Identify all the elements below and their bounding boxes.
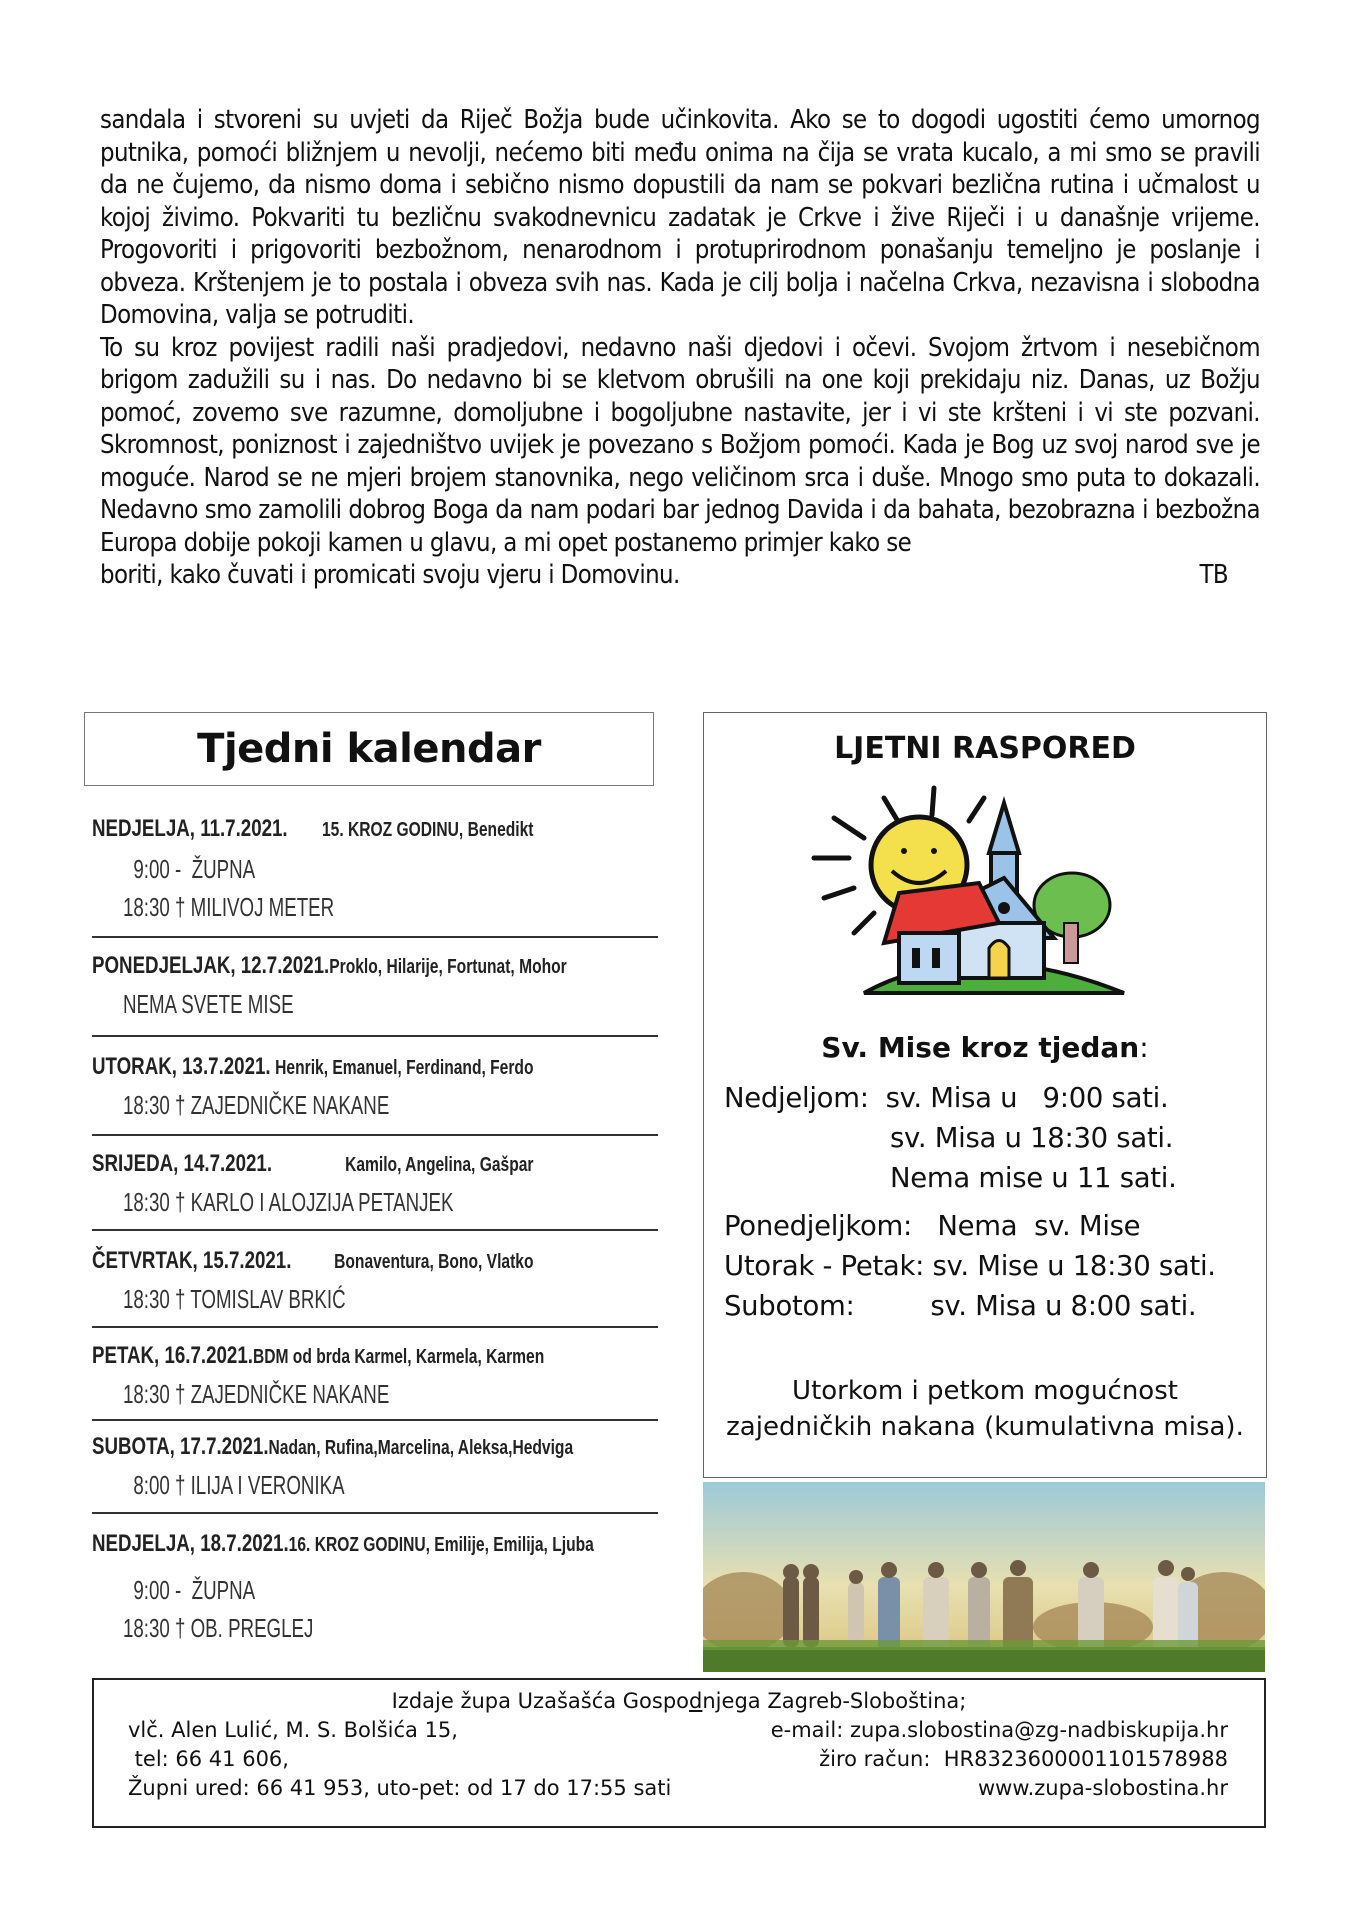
parish-address: vlč. Alen Lulić, M. S. Bolšića 15, bbox=[128, 1718, 458, 1742]
parish-office-hours: Župni ured: 66 41 953, uto-pet: od 17 do 17:55 sati bbox=[128, 1776, 672, 1800]
mass-entry: 18:30 † ZAJEDNIČKE NAKANE bbox=[122, 1090, 390, 1120]
schedule-row bbox=[724, 1286, 1216, 1326]
calendar-day bbox=[92, 1231, 658, 1328]
calendar-day bbox=[92, 1136, 658, 1231]
schedule-row bbox=[724, 1206, 1216, 1246]
schedule-time: sv. Misa u 9:00 sati. bbox=[885, 1082, 1169, 1114]
article-last-line: boriti, kako čuvati i promicati svoju vjeru i Domovinu. bbox=[100, 560, 680, 590]
summer-schedule-title: LJETNI RASPORED bbox=[834, 731, 1136, 766]
day-saints: 15. KROZ GODINU, Benedikt bbox=[321, 819, 534, 841]
schedule-row bbox=[724, 1246, 1216, 1286]
mass-schedule-heading bbox=[704, 1031, 1266, 1064]
schedule-row bbox=[724, 1118, 1216, 1158]
day-saints: 16. KROZ GODINU, Emilije, Emilija, Ljuba bbox=[288, 1534, 594, 1556]
mass-entry: 18:30 † KARLO I ALOJZIJA PETANJEK bbox=[122, 1187, 454, 1217]
day-saints: BDM od brda Karmel, Karmela, Karmen bbox=[252, 1346, 545, 1368]
mass-entry: NEMA SVETE MISE bbox=[122, 989, 294, 1019]
mass-entry: 9:00 - ŽUPNA bbox=[122, 1575, 256, 1605]
calendar-day bbox=[92, 1421, 658, 1514]
day-date: UTORAK, 13.7.2021. bbox=[92, 1053, 271, 1080]
parish-phone: tel: 66 41 606, bbox=[128, 1747, 289, 1771]
day-date: NEDJELJA, 18.7.2021. bbox=[92, 1530, 289, 1557]
schedule-row bbox=[724, 1078, 1216, 1118]
schedule-day: Utorak - Petak: bbox=[724, 1250, 933, 1282]
calendar-day bbox=[92, 938, 658, 1037]
calendar-day bbox=[92, 1037, 658, 1136]
article-paragraph-2: To su kroz povijest radili naši pradjedovi, nedavno naši djedovi i očevi. Svojom žrtvom i nesebičnom brigom zadužili su i nas. Do nedavno bi se kletvom obrušili na one koji prekidaju niz. Danas, uz Božju pomoć, zovemo sve razumne, domoljubne i bogoljubne nastavite, jer i vi ste kršteni i vi ste pozvani. Skromnost, poniznost i zajedništvo uvijek je povezano s Božjom pomoći. Kada je Bog uz svoj narod sve je moguće. Narod se ne mjeri brojem stanovnika, nego veličinom srca i duše. Mnogo smo puta to dokazali. Nedavno smo zamolili dobrog Boga da nam podari bar jednog Davida i da bahata, bezobrazna i bezbožna Europa dobije pokoji kamen u glavu, a mi opet postanemo primjer kako se bbox=[100, 332, 1260, 558]
schedule-time: Nema mise u 11 sati. bbox=[890, 1162, 1177, 1194]
note-line-2: zajedničkih nakana (kumulativna misa). bbox=[726, 1412, 1244, 1442]
summer-schedule-box bbox=[703, 712, 1267, 1478]
mass-schedule-heading-text: Sv. Mise kroz tjedan bbox=[821, 1031, 1140, 1064]
day-date: NEDJELJA, 11.7.2021. bbox=[92, 815, 288, 842]
day-date: PETAK, 16.7.2021. bbox=[92, 1342, 253, 1369]
day-date: ČETVRTAK, 15.7.2021. bbox=[92, 1247, 292, 1274]
schedule-day bbox=[724, 1118, 890, 1158]
day-date: SUBOTA, 17.7.2021. bbox=[92, 1433, 269, 1460]
article-closing-line bbox=[100, 559, 1260, 592]
calendar-day bbox=[92, 805, 658, 938]
mass-entry: 8:00 † ILIJA I VERONIKA bbox=[122, 1470, 345, 1500]
publisher-line bbox=[94, 1687, 1264, 1716]
cumulative-mass-note bbox=[704, 1373, 1266, 1445]
mass-schedule-list bbox=[724, 1078, 1216, 1326]
mass-entry: 18:30 † OB. PREGLEJ bbox=[122, 1613, 314, 1643]
weekly-calendar bbox=[92, 805, 658, 1647]
schedule-row bbox=[724, 1158, 1216, 1198]
mass-entry: 18:30 † ZAJEDNIČKE NAKANE bbox=[122, 1379, 390, 1409]
article-paragraph-1: sandala i stvoreni su uvjeti da Riječ Božja bude učinkovita. Ako se to dogodi ugostiti ćemo umornog putnika, pomoći bližnjem u nevolji, nećemo biti među onima na čija se vrata kucalo, a mi smo se pravili da ne čujemo, da nismo doma i sebično nismo dopustili da nam se pokvari bezlična rutina i učmalost u kojoj živimo. Pokvariti tu bezličnu svakodnevnicu zadatak je Crkve i žive Riječi i u današnje vrijeme. Progovoriti i prigovoriti bezbožnom, nenarodnom i protuprirodnom ponašanju temeljno je poslanje i obveza. Krštenjem je to postala i obveza svih nas. Kada je cilj bolja i načelna Crkva, nezavisna i slobodna Domovina, valja se potruditi. bbox=[100, 105, 1260, 330]
heading-colon: : bbox=[1139, 1031, 1149, 1064]
calendar-title: Tjedni kalendar bbox=[197, 726, 541, 772]
schedule-time: sv. Misa u 8:00 sati. bbox=[930, 1290, 1197, 1322]
schedule-day bbox=[724, 1158, 890, 1198]
parish-email-link[interactable]: e-mail: zupa.slobostina@zg-nadbiskupija.hr bbox=[770, 1718, 1228, 1742]
day-saints: Henrik, Emanuel, Ferdinand, Ferdo bbox=[275, 1057, 534, 1079]
article-text bbox=[100, 104, 1260, 592]
schedule-time: Nema sv. Mise bbox=[937, 1210, 1141, 1242]
footer-contact-right bbox=[771, 1716, 1228, 1803]
footer-contact-left bbox=[128, 1716, 671, 1803]
day-saints: Nadan, Rufina,Marcelina, Aleksa,Hedviga bbox=[268, 1437, 574, 1459]
schedule-day: Ponedjeljkom: bbox=[724, 1210, 938, 1242]
mass-entry: 9:00 - ŽUPNA bbox=[122, 854, 256, 884]
note-line-1: Utorkom i petkom mogućnost bbox=[792, 1376, 1178, 1406]
calendar-title-box bbox=[84, 712, 654, 786]
parish-info-footer bbox=[92, 1678, 1266, 1828]
day-saints: Kamilo, Angelina, Gašpar bbox=[345, 1154, 534, 1176]
day-date: PONEDJELJAK, 12.7.2021. bbox=[92, 952, 330, 979]
day-saints: Bonaventura, Bono, Vlatko bbox=[334, 1251, 534, 1273]
sun-church-illustration-icon bbox=[804, 783, 1144, 1003]
schedule-time: sv. Mise u 18:30 sati. bbox=[932, 1250, 1216, 1282]
calendar-day bbox=[92, 1328, 658, 1421]
schedule-day: Nedjeljom: bbox=[724, 1082, 886, 1114]
bank-account: žiro račun: HR8323600001101578988 bbox=[819, 1747, 1228, 1771]
schedule-day: Subotom: bbox=[724, 1290, 931, 1322]
mass-entry: 18:30 † TOMISLAV BRKIĆ bbox=[122, 1284, 346, 1314]
mass-entry: 18:30 † MILIVOJ METER bbox=[122, 892, 335, 922]
author-signature: TB bbox=[1199, 560, 1228, 590]
disciples-walking-photo bbox=[703, 1482, 1265, 1672]
day-date: SRIJEDA, 14.7.2021. bbox=[92, 1150, 273, 1177]
publisher-text: Izdaje župa Uzašašća Gospo bbox=[391, 1689, 690, 1713]
calendar-day bbox=[92, 1514, 658, 1647]
parish-website-link[interactable]: www.zupa-slobostina.hr bbox=[978, 1776, 1228, 1800]
publisher-text-end: njega Zagreb-Sloboština; bbox=[702, 1689, 967, 1713]
publisher-underlined-letter: d bbox=[689, 1689, 703, 1713]
day-saints: Proklo, Hilarije, Fortunat, Mohor bbox=[329, 956, 567, 978]
schedule-time: sv. Misa u 18:30 sati. bbox=[890, 1122, 1174, 1154]
